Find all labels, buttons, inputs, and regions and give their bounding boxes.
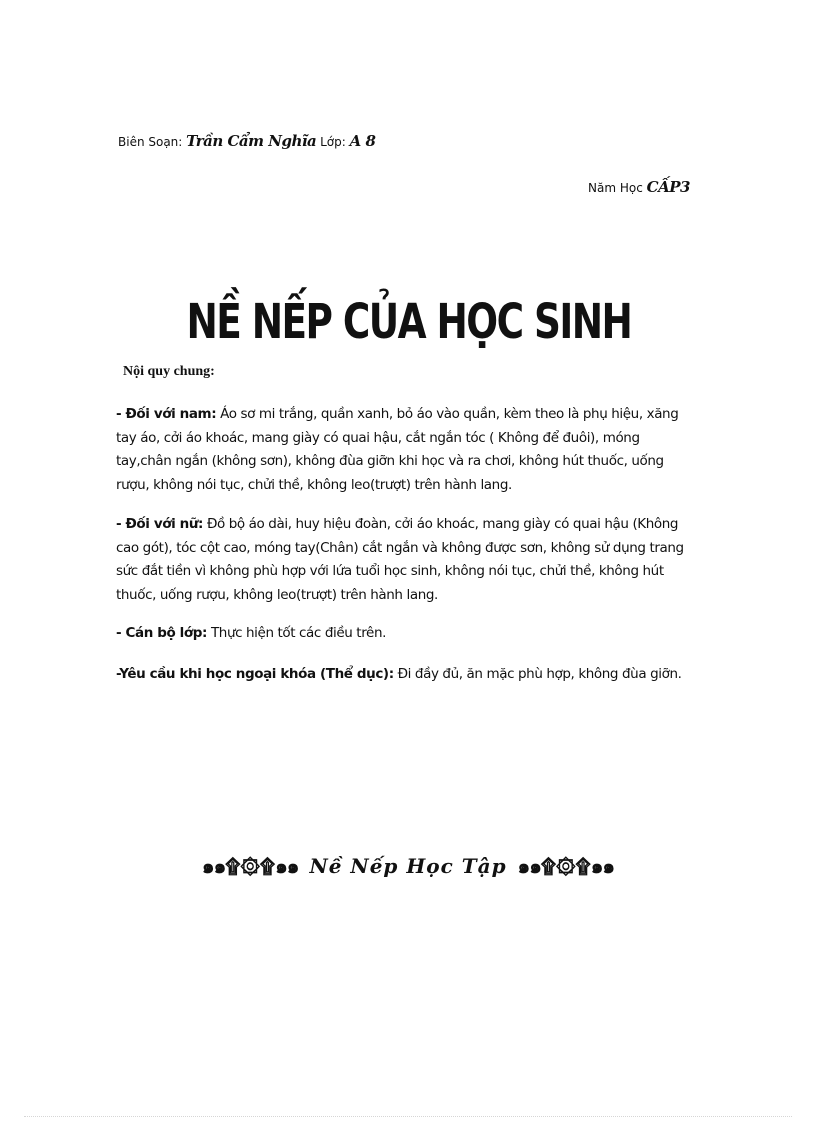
rule-cadre-text: Thực hiện tốt các điều trên. xyxy=(210,625,387,641)
author-name: Trần Cẩm Nghĩa xyxy=(186,132,317,150)
rule-cadre xyxy=(116,622,696,646)
author-line xyxy=(118,132,375,150)
author-label: Biên Soạn: xyxy=(118,135,183,149)
rule-female-text: Đồ bộ áo dài, huy hiệu đoàn, cởi áo khoác, mang giày có quai hậu (Không cao gót), tóc cột cao, móng tay(Chân) cắt ngắn và không được sơn, không sử dụng trang sức đắt tiền vì không phù hợp với lứa tuổi học sinh, không nói tục, chửi thề, không hút thuốc, uống rượu, không leo(trượt) trên hành lang. xyxy=(116,516,684,603)
class-label: Lớp: xyxy=(320,135,346,149)
rule-female-lead: - Đối với nữ: xyxy=(116,516,204,532)
ornament-right: ๑๑۩۞۩๑๑ xyxy=(517,854,615,878)
section-heading: Nội quy chung: xyxy=(123,364,215,379)
year-value: CẤP3 xyxy=(646,178,690,196)
rule-extra-lead: -Yêu cầu khi học ngoại khóa (Thể dục): xyxy=(116,666,394,682)
rule-male-lead: - Đối với nam: xyxy=(116,406,217,422)
rule-male-text: Áo sơ mi trắng, quần xanh, bỏ áo vào quần, kèm theo là phụ hiệu, xăng tay áo, cởi áo khoác, mang giày có quai hậu, cắt ngắn tóc ( Không để đuôi), móng tay,chân ngắn (không sơn), không đùa giỡn khi học và ra chơi, không hút thuốc, uống rượu, không nói tục, chửi thề, không leo(trượt) trên hành lang. xyxy=(116,406,679,493)
rule-cadre-lead: - Cán bộ lớp: xyxy=(116,625,208,641)
page-bottom-divider xyxy=(24,1116,792,1117)
year-label: Năm Học xyxy=(588,181,643,195)
rule-female xyxy=(116,513,696,607)
page-title: NỀ NẾP CỦA HỌC SINH xyxy=(186,294,632,350)
footer-banner xyxy=(0,848,816,884)
ornament-left: ๑๑۩۞۩๑๑ xyxy=(201,854,299,878)
footer-text: Nề Nếp Học Tập xyxy=(309,854,507,878)
year-line xyxy=(588,178,690,196)
rule-extra-text: Đi đầy đủ, ăn mặc phù hợp, không đùa giỡn. xyxy=(397,666,682,682)
rule-male xyxy=(116,403,696,497)
class-value: A 8 xyxy=(349,132,376,150)
rule-extra xyxy=(116,663,696,687)
